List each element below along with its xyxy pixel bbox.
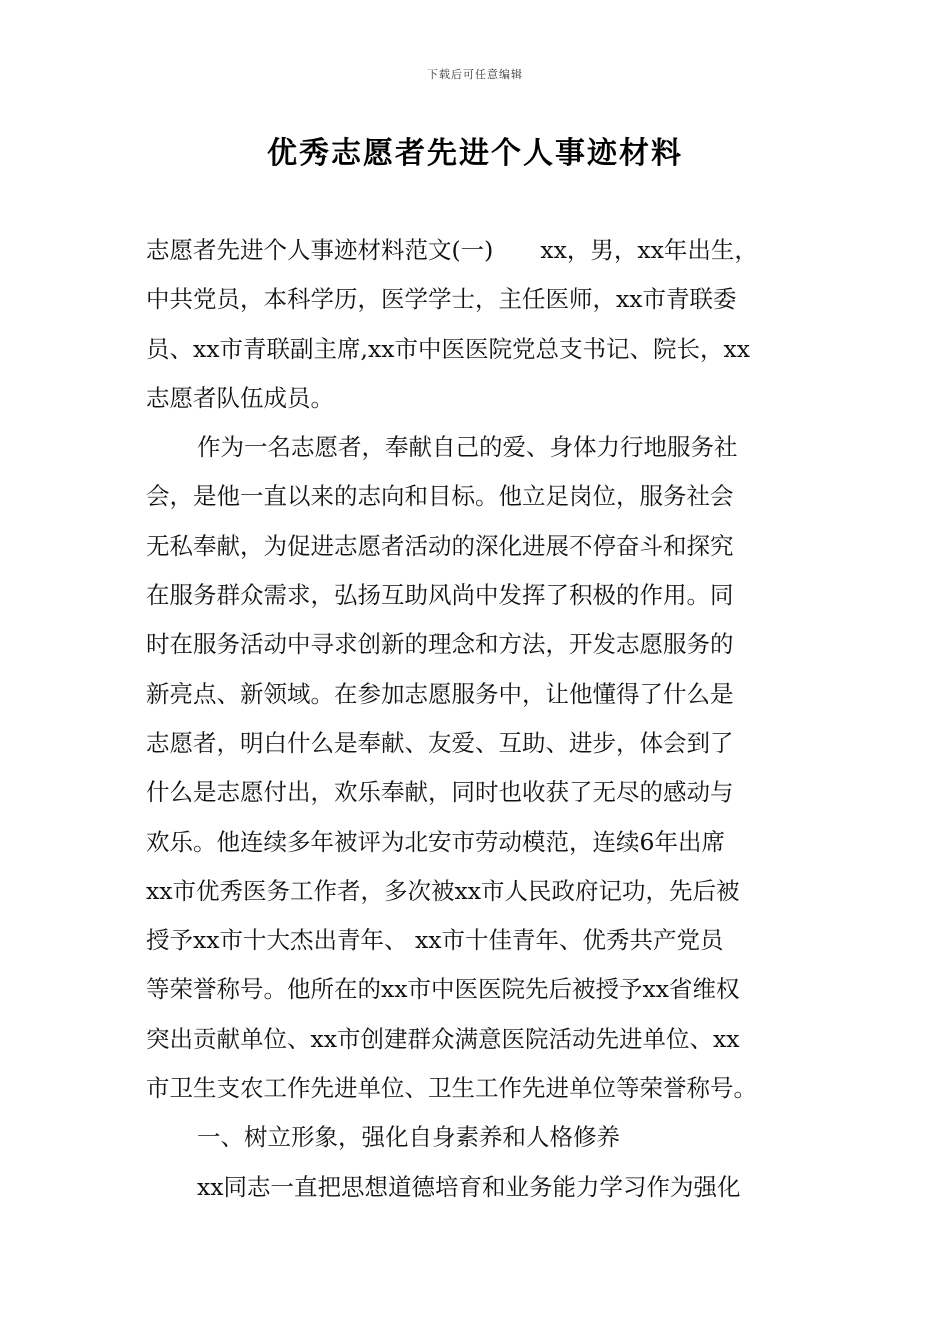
text-line: 无私奉献，为促进志愿者活动的深化进展不停奋斗和探究 xyxy=(146,531,734,560)
text-line: 中共党员，本科学历，医学学士，主任医师，xx市青联委 xyxy=(146,285,737,314)
text-line: 志愿者先进个人事迹材料范文(一) xx，男，xx年出生， xyxy=(146,236,758,264)
text-line: 授予xx市十大杰出青年、 xx市十佳青年、优秀共产党员 xyxy=(146,926,724,955)
text-line: 新亮点、新领域。在参加志愿服务中，让他懂得了什么是 xyxy=(146,679,734,708)
text-line: 等荣誉称号。他所在的xx市中医医院先后被授予xx省维权 xyxy=(146,975,740,1004)
body-text xyxy=(146,226,836,1212)
text-line: xx同志一直把思想道德培育和业务能力学习作为强化 xyxy=(197,1172,741,1201)
text-line: 市卫生支农工作先进单位、卫生工作先进单位等荣誉称号。 xyxy=(146,1074,757,1103)
section-heading: 一、树立形象，强化自身素养和人格修养 xyxy=(197,1123,620,1152)
text-line: 志愿者，明白什么是奉献、友爱、互助、进步，体会到了 xyxy=(146,728,734,757)
text-line: 员、xx市青联副主席,xx市中医医院党总支书记、院长，xx xyxy=(146,334,750,363)
text-line: 志愿者队伍成员。 xyxy=(146,383,334,412)
text-line: 会，是他一直以来的志向和目标。他立足岗位，服务社会 xyxy=(146,482,734,511)
text-line: 什么是志愿付出，欢乐奉献，同时也收获了无尽的感动与 xyxy=(146,778,734,807)
text-line: 欢乐。他连续多年被评为北安市劳动模范，连续6年出席 xyxy=(146,827,725,856)
document-title: 优秀志愿者先进个人事迹材料 xyxy=(267,136,683,171)
text-line: 突出贡献单位、xx市创建群众满意医院活动先进单位、xx xyxy=(146,1024,740,1053)
text-line: 作为一名志愿者，奉献自己的爱、身体力行地服务社 xyxy=(197,433,738,462)
header-note: 下载后可任意编辑 xyxy=(427,68,523,81)
text-line: 时在服务活动中寻求创新的理念和方法，开发志愿服务的 xyxy=(146,630,734,659)
text-line: xx市优秀医务工作者，多次被xx市人民政府记功，先后被 xyxy=(146,876,740,905)
text-line: 在服务群众需求，弘扬互助风尚中发挥了积极的作用。同 xyxy=(146,581,734,610)
